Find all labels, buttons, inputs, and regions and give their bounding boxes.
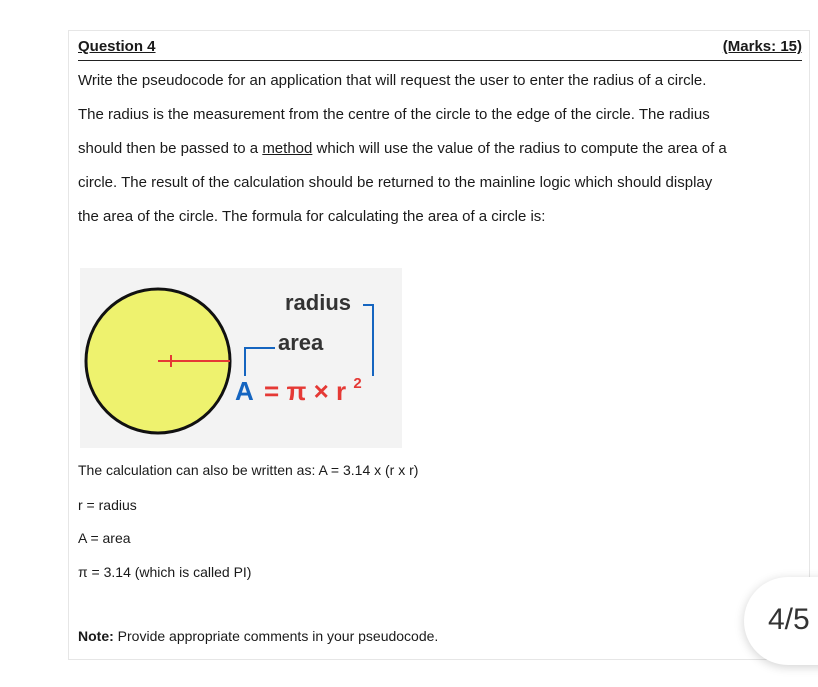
area-definition: A = area	[78, 530, 131, 546]
pi-definition: π = 3.14 (which is called PI)	[78, 564, 252, 580]
radius-label: radius	[285, 290, 352, 315]
question-line: the area of the circle. The formula for calculating the area of a circle is:	[78, 208, 546, 225]
page-number: 4/5	[768, 603, 810, 636]
radius-definition: r = radius	[78, 497, 137, 513]
circle-area-figure	[80, 268, 402, 448]
area-bracket	[245, 348, 275, 376]
question-line: should then be passed to a method which will use the value of the radius to compute the area of a	[78, 140, 727, 157]
alt-calculation: The calculation can also be written as: A = 3.14 x (r x r)	[78, 462, 419, 478]
marks-label: (Marks: 15)	[722, 38, 802, 55]
question-line: The radius is the measurement from the centre of the circle to the edge of the circle. The radius	[78, 106, 710, 123]
method-term: method	[262, 140, 313, 157]
question-header	[78, 38, 802, 61]
area-label: area	[278, 330, 324, 355]
question-line: Write the pseudocode for an application that will request the user to enter the radius of a circle.	[78, 72, 707, 89]
note-label: Note:	[78, 628, 114, 644]
question-text	[78, 64, 808, 234]
question-title: Question 4	[78, 38, 156, 55]
note	[78, 628, 438, 644]
note-text: Provide appropriate comments in your pseudocode.	[113, 628, 439, 644]
question-line: circle. The result of the calculation should be returned to the mainline logic which should display	[78, 174, 713, 191]
radius-bracket	[363, 305, 373, 376]
formula: A = π × r $^2$	[235, 375, 362, 406]
